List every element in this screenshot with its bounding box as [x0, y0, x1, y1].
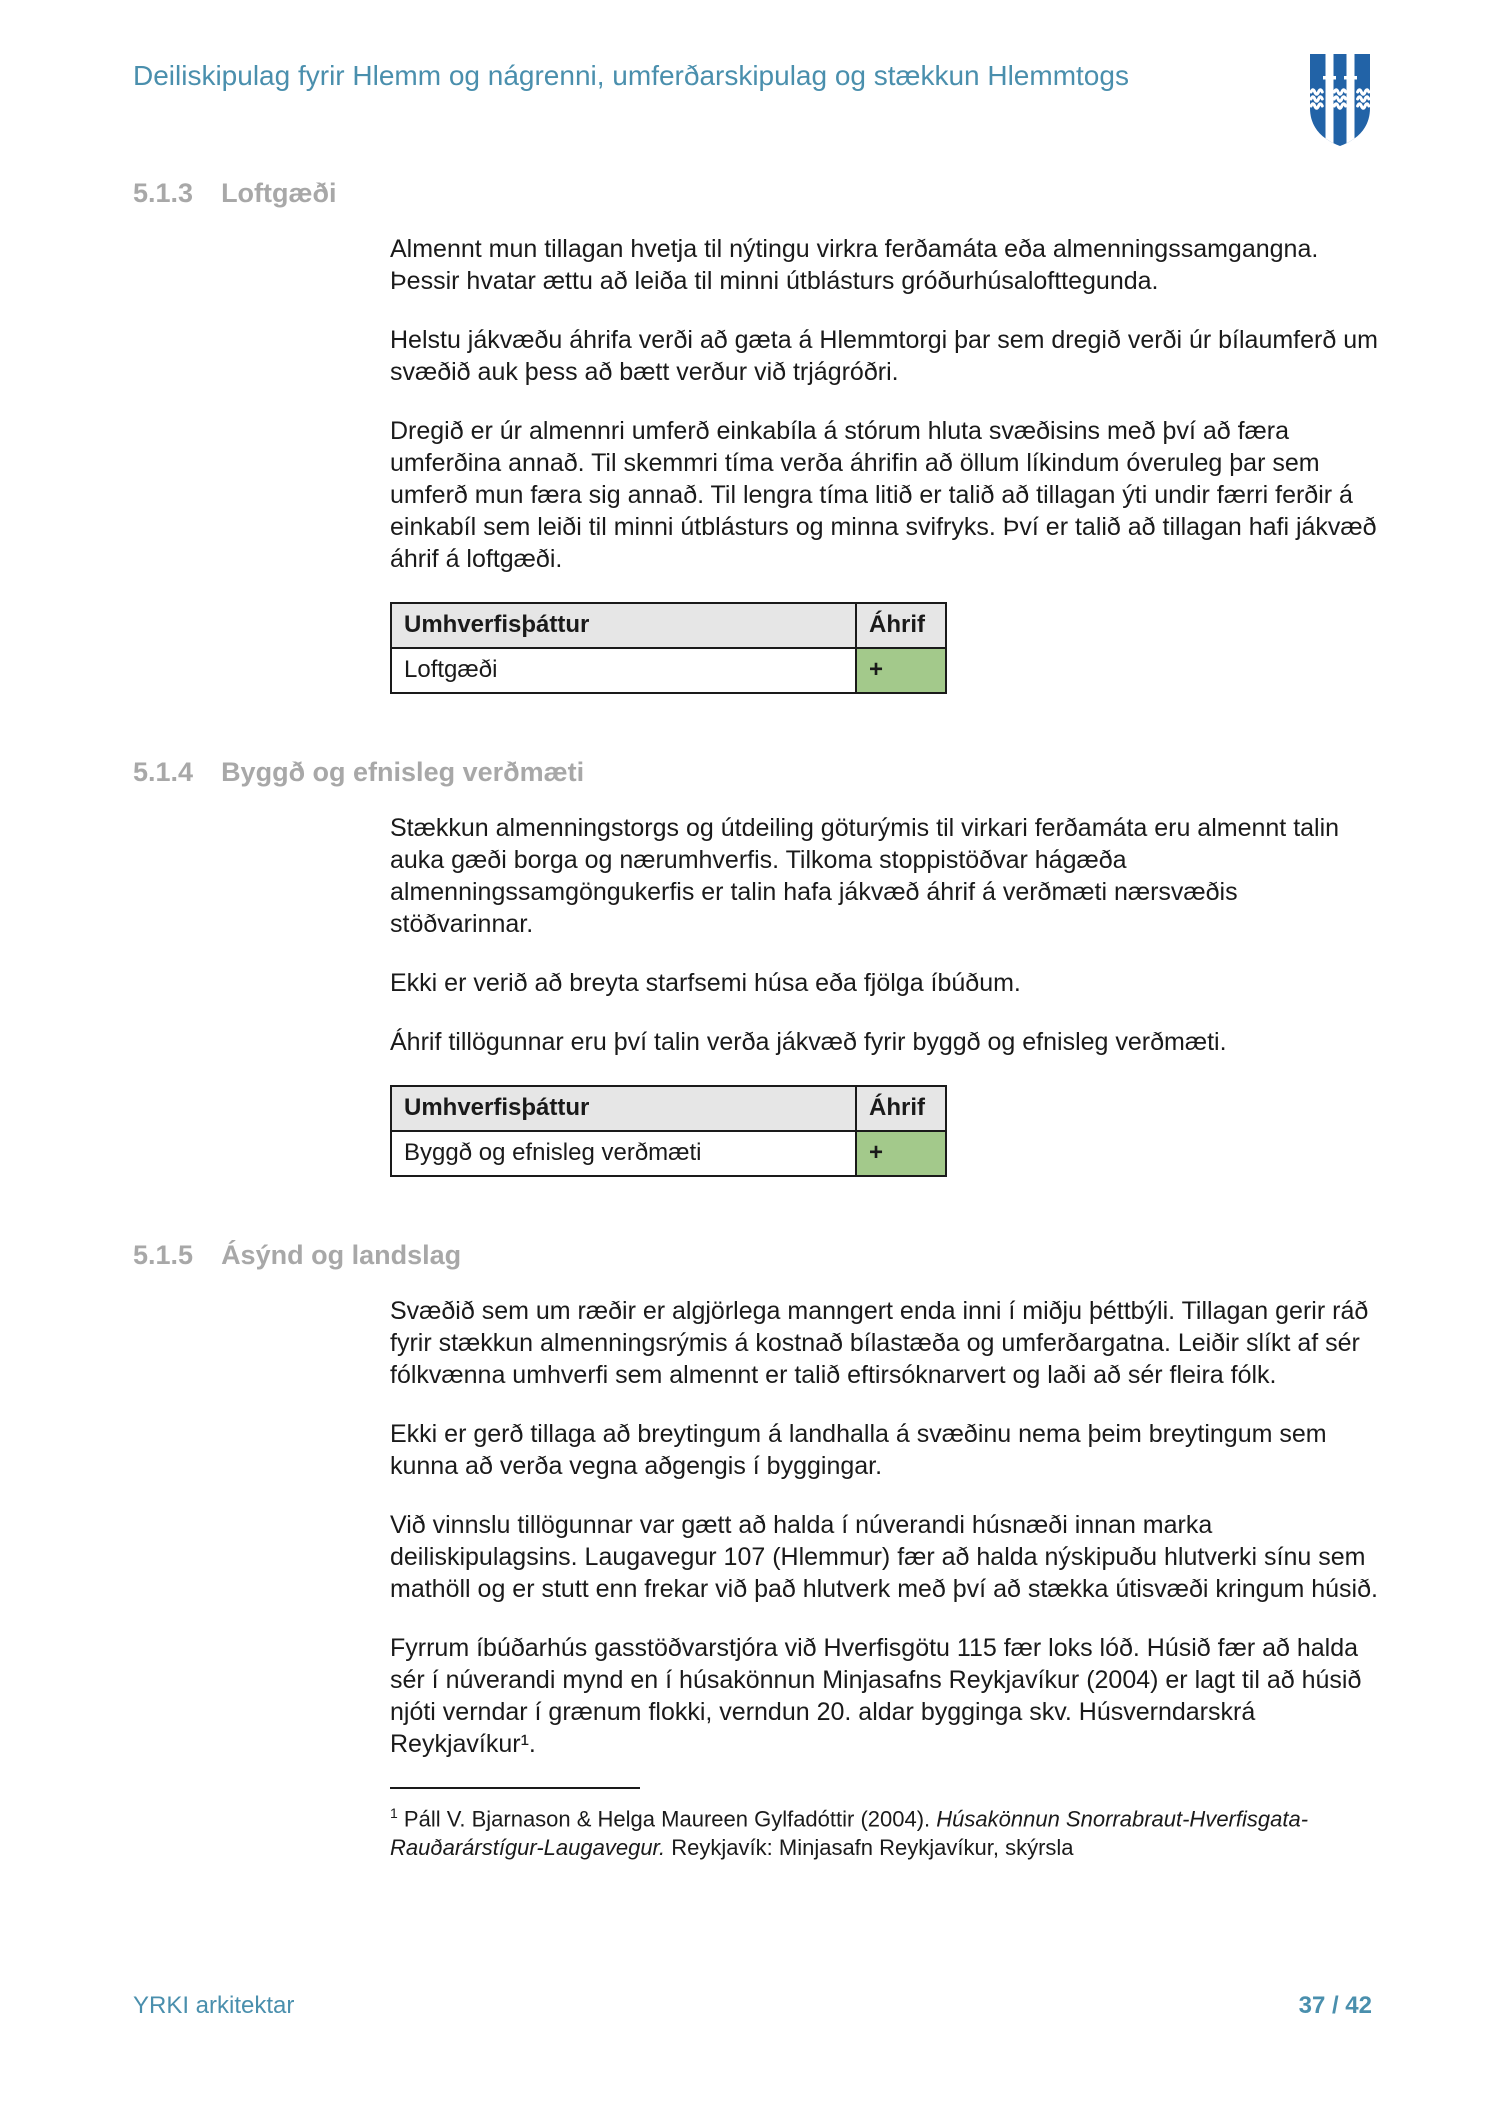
section-title: Ásýnd og landslag	[221, 1240, 462, 1270]
paragraph: Ekki er gerð tillaga að breytingum á landhalla á svæðinu nema þeim breytingum sem kunna að verða vegna aðgengis í byggingar.	[390, 1420, 1327, 1480]
column-header-factor: Umhverfisþáttur	[391, 1086, 856, 1131]
column-header-impact: Áhrif	[856, 603, 946, 648]
section-number: 5.1.3	[133, 178, 194, 208]
footnote-separator	[390, 1787, 640, 1789]
footnote-marker: 1	[390, 1805, 398, 1821]
paragraph: Fyrrum íbúðarhús gasstöðvarstjóra við Hverfisgötu 115 fær loks lóð. Húsið fær að halda sér í núverandi mynd en í húsakönnun Minjasafns Reykjavíkur (2004) er lagt til að húsið njóti verndar í grænum flokki, verndun 20. aldar bygginga skv. Húsverndarskrá Reykjavíkur¹.	[390, 1634, 1362, 1758]
paragraph: Almennt mun tillagan hvetja til nýtingu virkra ferðamáta eða almenningssamgangna. Þessir hvatar ættu að leiða til minni útblásturs gróðurhúsalofttegunda.	[390, 235, 1319, 295]
section-body-5-1-5	[390, 1295, 1380, 1760]
column-header-impact: Áhrif	[856, 1086, 946, 1131]
paragraph: Áhrif tillögunnar eru því talin verða jákvæð fyrir byggð og efnisleg verðmæti.	[390, 1028, 1227, 1056]
impact-table-byggd	[390, 1085, 947, 1177]
section-heading-5-1-3	[133, 177, 1372, 209]
section-number: 5.1.5	[133, 1240, 194, 1270]
document-footer	[133, 1992, 1372, 2020]
reykjavik-coat-of-arms-icon	[1308, 52, 1372, 153]
section-title: Loftgæði	[221, 178, 337, 208]
section-body-5-1-3	[390, 233, 1380, 575]
impact-cell: +	[856, 1131, 946, 1176]
paragraph: Ekki er verið að breyta starfsemi húsa eða fjölga íbúðum.	[390, 969, 1021, 997]
impact-table-loftgaedi	[390, 602, 947, 694]
footnote-text: Reykjavík: Minjasafn Reykjavíkur, skýrsla	[665, 1835, 1074, 1861]
document-title: Deiliskipulag fyrir Hlemm og nágrenni, umferðarskipulag og stækkun Hlemmtogs	[133, 60, 1129, 91]
column-header-factor: Umhverfisþáttur	[391, 603, 856, 648]
table-header-row	[391, 603, 946, 648]
section-title: Byggð og efnisleg verðmæti	[221, 757, 585, 787]
section-body-5-1-4	[390, 812, 1380, 1058]
impact-cell: +	[856, 648, 946, 693]
section-heading-5-1-5	[133, 1239, 1372, 1271]
table-header-row	[391, 1086, 946, 1131]
footer-company: YRKI arkitektar	[133, 1992, 295, 2019]
footnote-text: Páll V. Bjarnason & Helga Maureen Gylfadóttir (2004).	[397, 1806, 937, 1832]
paragraph: Stækkun almenningstorgs og útdeiling göturýmis til virkari ferðamáta eru almennt talin auka gæði borga og nærumhverfis. Tilkoma stoppistöðvar hágæða almenningssamgöngukerfis er talin hafa jákvæð áhrif á verðmæti nærsvæðis stöðvarinnar.	[390, 814, 1340, 938]
footnote-reference-title: Húsakönnun Snorrabraut-Hverfisgata-Rauðarárstígur-Laugavegur.	[390, 1806, 1309, 1861]
page-number: 37 / 42	[1298, 1992, 1372, 2019]
paragraph: Helstu jákvæðu áhrifa verði að gæta á Hlemmtorgi þar sem dregið verði úr bílaumferð um svæðið auk þess að bætt verður við trjágróðri.	[390, 326, 1378, 386]
document-header	[133, 58, 1372, 153]
footnote	[390, 1799, 1380, 1862]
paragraph: Við vinnslu tillögunnar var gætt að halda í núverandi húsnæði innan marka deiliskipulagsins. Laugavegur 107 (Hlemmur) fær að halda nýskipuðu hlutverki sínu sem mathöll og er stutt enn frekar við það hlutverk með því að stækka útisvæði kringum húsið.	[390, 1511, 1378, 1603]
paragraph: Svæðið sem um ræðir er algjörlega manngert enda inni í miðju þéttbýli. Tillagan gerir ráð fyrir stækkun almenningsrýmis á kostnað bílastæða og umferðargatna. Leiðir slíkt af sér fólkvænna umhverfi sem almennt er talið eftirsóknarvert og laði að sér fleira fólk.	[390, 1297, 1369, 1389]
section-number: 5.1.4	[133, 757, 194, 787]
table-row	[391, 1131, 946, 1176]
factor-cell: Loftgæði	[391, 648, 856, 693]
section-heading-5-1-4	[133, 756, 1372, 788]
factor-cell: Byggð og efnisleg verðmæti	[391, 1131, 856, 1176]
paragraph: Dregið er úr almennri umferð einkabíla á stórum hluta svæðisins með því að færa umferðina annað. Til skemmri tíma verða áhrifin að öllum líkindum óveruleg þar sem umferð mun færa sig annað. Til lengra tíma litið er talið að tillagan ýti undir færri ferðir á einkabíl sem leiði til minni útblásturs og minna svifryks. Því er talið að tillagan hafi jákvæð áhrif á loftgæði.	[390, 417, 1377, 573]
table-row	[391, 648, 946, 693]
